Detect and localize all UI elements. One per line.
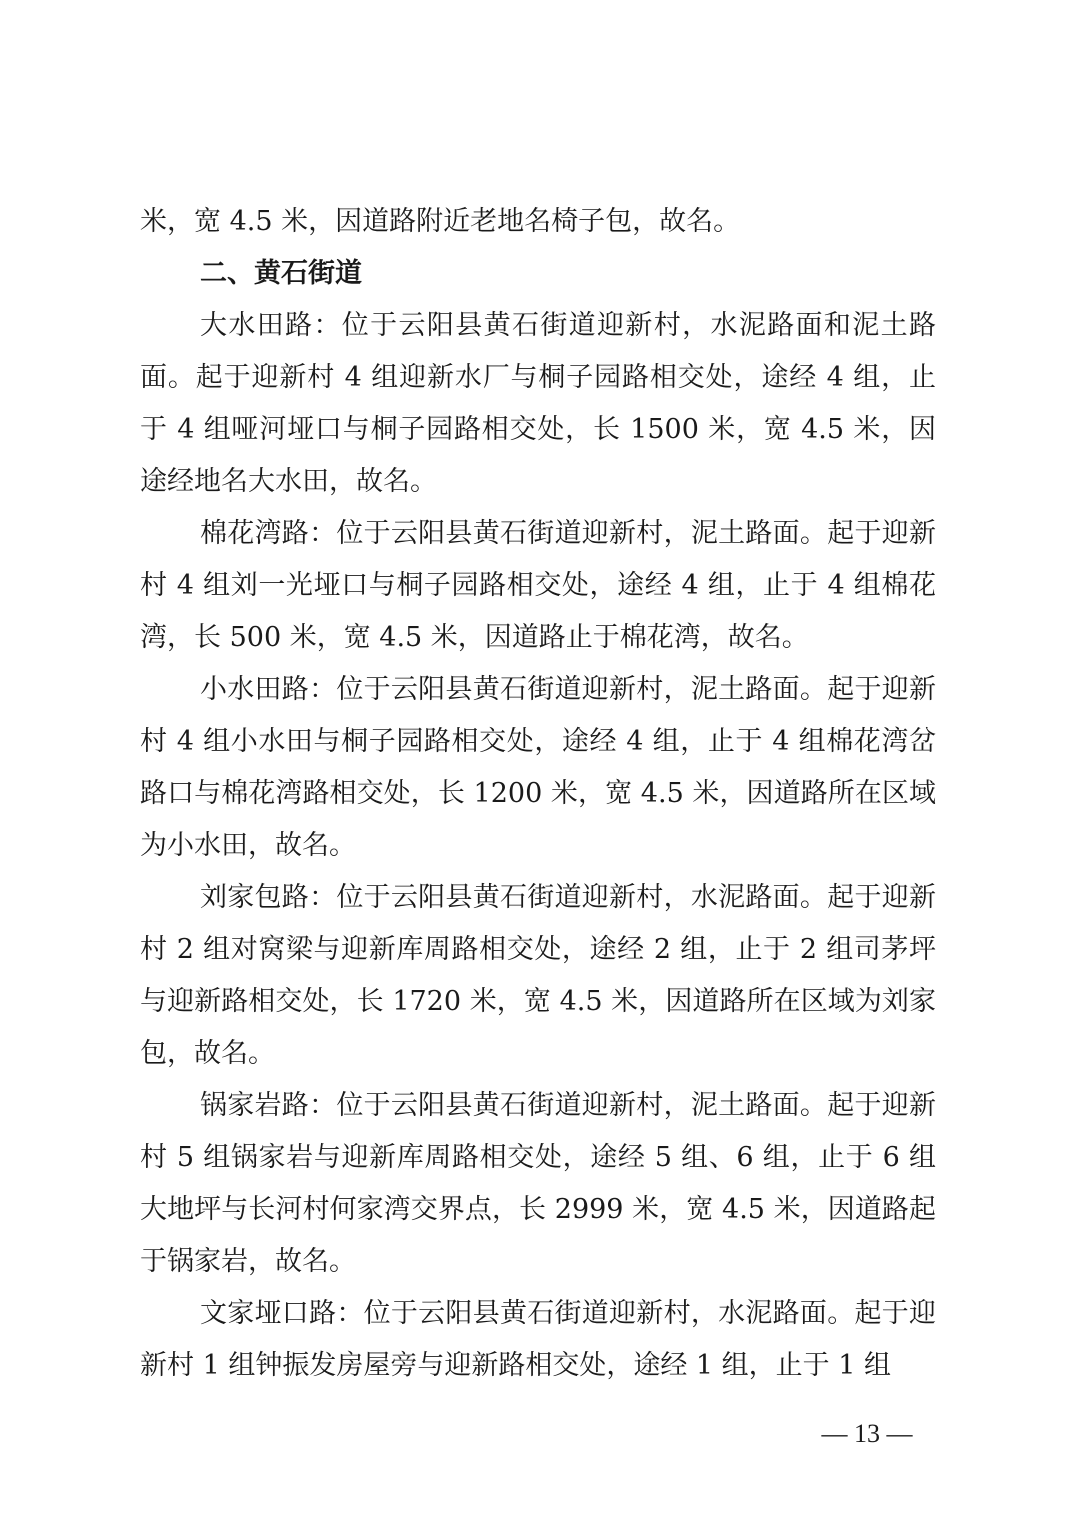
road-entry-wenjiayakou: 文家垭口路：位于云阳县黄石街道迎新村，水泥路面。起于迎新村 1 组钟振发房屋旁与迎新路相交处，途经 1 组，止于 1 组 [140, 1298, 936, 1381]
continuation-paragraph: 米，宽 4.5 米，因道路附近老地名椅子包，故名。 [140, 206, 741, 237]
section-heading: 二、黄石街道 [200, 258, 362, 289]
road-entry-xiaoshuitian: 小水田路：位于云阳县黄石街道迎新村，泥土路面。起于迎新村 4 组小水田与桐子园路相交处，途经 4 组，止于 4 组棉花湾岔路口与棉花湾路相交处，长 1200 米，宽 4.5 米，因道路所在区域为小水田，故名。 [140, 674, 936, 861]
road-entry-dashuitian: 大水田路：位于云阳县黄石街道迎新村，水泥路面和泥土路面。起于迎新村 4 组迎新水厂与桐子园路相交处，途经 4 组，止于 4 组哑河垭口与桐子园路相交处，长 1500 米，宽 4.5 米，因途经地名大水田，故名。 [140, 310, 936, 497]
road-entry-guojiayan: 锅家岩路：位于云阳县黄石街道迎新村，泥土路面。起于迎新村 5 组锅家岩与迎新库周路相交处，途经 5 组、6 组，止于 6 组大地坪与长河村何家湾交界点，长 2999 米，宽 4.5 米，因道路起于锅家岩，故名。 [140, 1090, 936, 1277]
body-text [140, 196, 936, 1392]
road-entry-liujiabao: 刘家包路：位于云阳县黄石街道迎新村，水泥路面。起于迎新村 2 组对窝梁与迎新库周路相交处，途经 2 组，止于 2 组司茅坪与迎新路相交处，长 1720 米，宽 4.5 米，因道路所在区域为刘家包，故名。 [140, 882, 936, 1069]
road-entry-mianhuawan: 棉花湾路：位于云阳县黄石街道迎新村，泥土路面。起于迎新村 4 组刘一光垭口与桐子园路相交处，途经 4 组，止于 4 组棉花湾，长 500 米，宽 4.5 米，因道路止于棉花湾，故名。 [140, 518, 936, 653]
page-number: — 13 — [821, 1419, 913, 1448]
